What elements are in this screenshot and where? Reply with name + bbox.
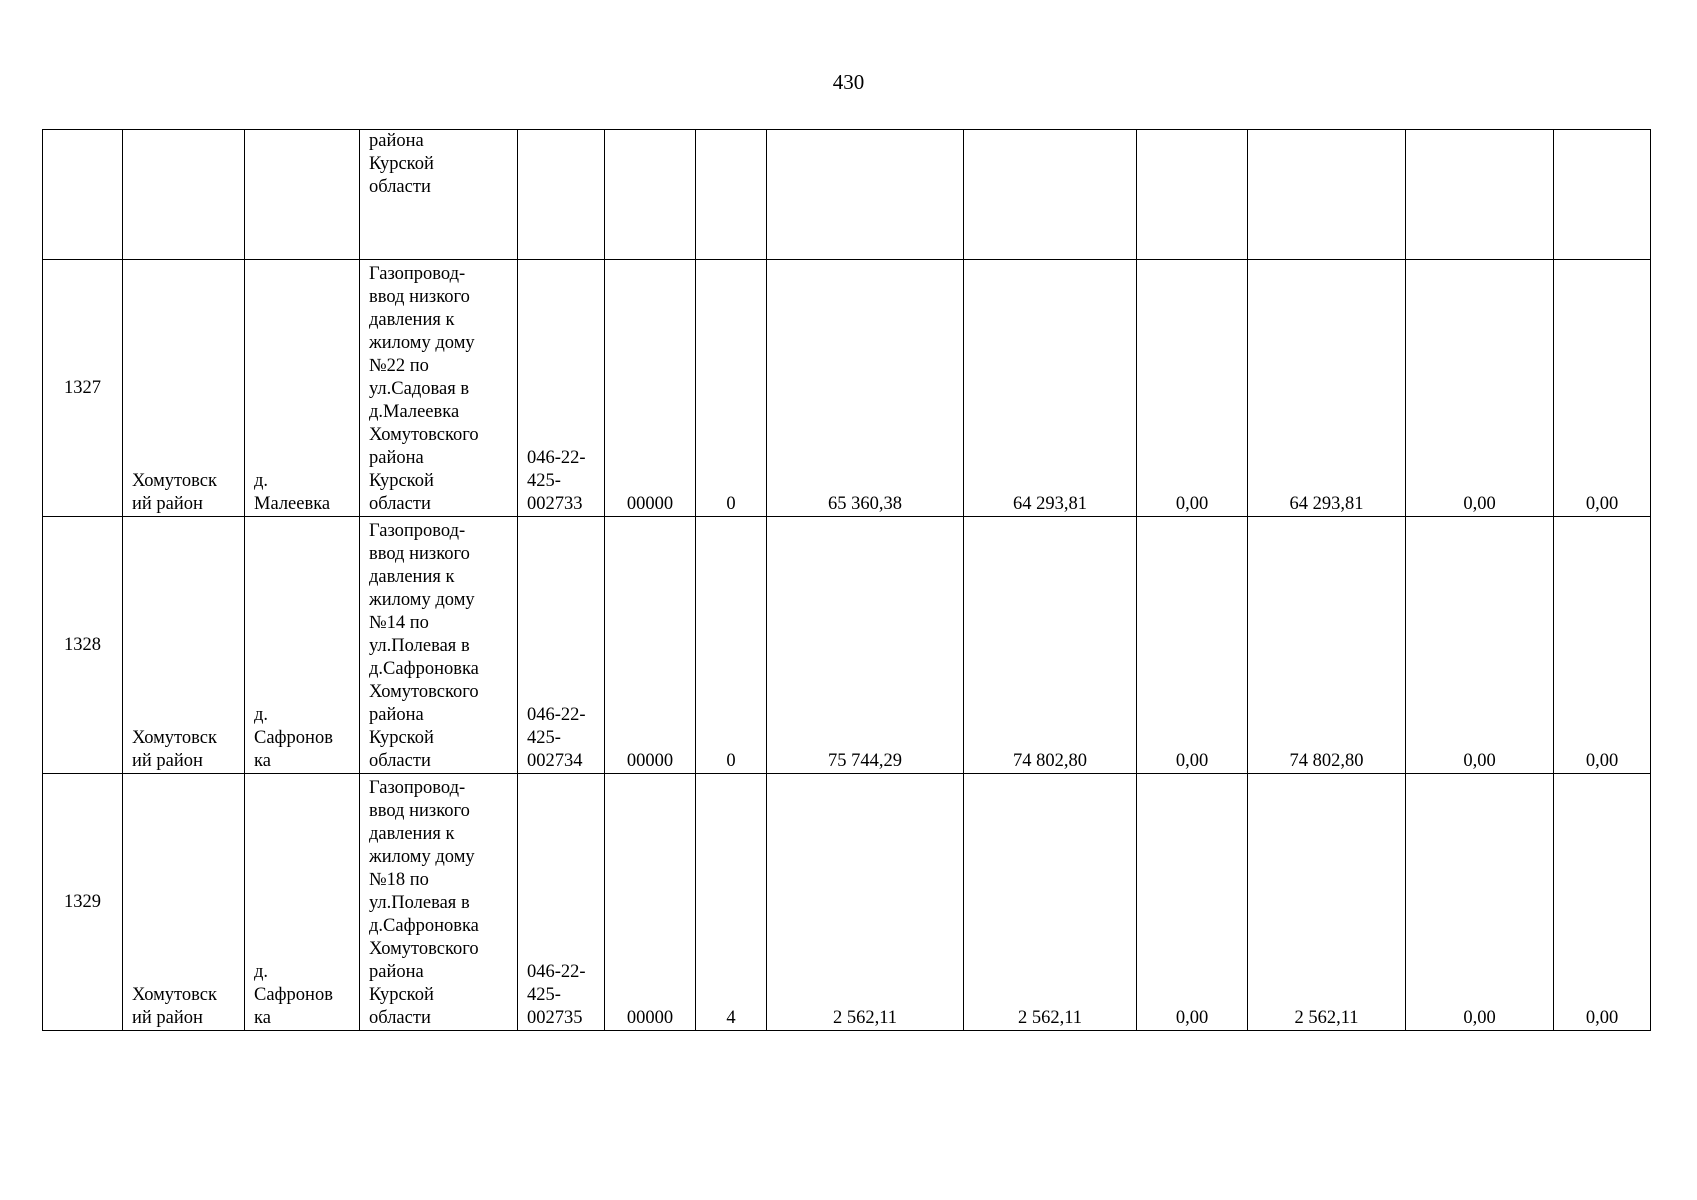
settlement-text: д. Малеевка	[254, 471, 331, 514]
cell-code3: 0	[696, 260, 767, 517]
reg-code-text: 046-22- 425- 002735	[527, 962, 586, 1028]
cell-v2: 74 802,80	[964, 517, 1137, 774]
cell-v3	[1137, 130, 1248, 260]
cell-v4: 74 802,80	[1248, 517, 1406, 774]
cell-v5: 0,00	[1406, 517, 1554, 774]
cell-v6: 0,00	[1554, 774, 1651, 1031]
cell-settlement	[245, 517, 360, 774]
cell-code2: 00000	[605, 774, 696, 1031]
cell-v4: 64 293,81	[1248, 260, 1406, 517]
district-text: Хомутовск ий район	[132, 728, 217, 771]
cell-settlement	[245, 260, 360, 517]
cell-code3	[696, 130, 767, 260]
cell-num: 1329	[43, 774, 123, 1031]
cell-v5: 0,00	[1406, 260, 1554, 517]
cell-v3: 0,00	[1137, 774, 1248, 1031]
description-text: района Курской области	[369, 131, 434, 197]
cell-reg-code	[518, 774, 605, 1031]
cell-settlement	[245, 130, 360, 260]
cell-v4	[1248, 130, 1406, 260]
cell-v6	[1554, 130, 1651, 260]
cell-code3: 4	[696, 774, 767, 1031]
cell-v5	[1406, 130, 1554, 260]
cell-v1	[767, 130, 964, 260]
cell-code3: 0	[696, 517, 767, 774]
cell-v1: 2 562,11	[767, 774, 964, 1031]
cell-v2: 2 562,11	[964, 774, 1137, 1031]
district-text: Хомутовск ий район	[132, 985, 217, 1028]
reg-code-text: 046-22- 425- 002733	[527, 448, 586, 514]
cell-v3: 0,00	[1137, 260, 1248, 517]
description-text: Газопровод- ввод низкого давления к жилому дому №18 по ул.Полевая в д.Сафроновка Хомутовского района Курской области	[369, 778, 479, 1028]
table-row	[43, 260, 1651, 517]
cell-district	[123, 774, 245, 1031]
description-text: Газопровод- ввод низкого давления к жилому дому №22 по ул.Садовая в д.Малеевка Хомутовского района Курской области	[369, 264, 479, 514]
cell-v1: 75 744,29	[767, 517, 964, 774]
cell-num	[43, 130, 123, 260]
table-row	[43, 774, 1651, 1031]
settlement-text: д. Сафронов ка	[254, 962, 333, 1028]
cell-v2	[964, 130, 1137, 260]
cell-v4: 2 562,11	[1248, 774, 1406, 1031]
cell-code2: 00000	[605, 517, 696, 774]
cell-settlement	[245, 774, 360, 1031]
cell-v6: 0,00	[1554, 260, 1651, 517]
cell-v6: 0,00	[1554, 517, 1651, 774]
cell-district	[123, 130, 245, 260]
description-text: Газопровод- ввод низкого давления к жилому дому №14 по ул.Полевая в д.Сафроновка Хомутовского района Курской области	[369, 521, 479, 771]
table-row-continuation	[43, 130, 1651, 260]
cell-code2	[605, 130, 696, 260]
cell-num: 1328	[43, 517, 123, 774]
cell-description	[360, 260, 518, 517]
registry-table	[42, 129, 1651, 1031]
cell-reg-code	[518, 260, 605, 517]
cell-v3: 0,00	[1137, 517, 1248, 774]
page-number: 430	[832, 70, 865, 94]
cell-district	[123, 260, 245, 517]
cell-district	[123, 517, 245, 774]
cell-description	[360, 517, 518, 774]
cell-v1: 65 360,38	[767, 260, 964, 517]
cell-num: 1327	[43, 260, 123, 517]
cell-reg-code	[518, 130, 605, 260]
cell-reg-code	[518, 517, 605, 774]
reg-code-text: 046-22- 425- 002734	[527, 705, 586, 771]
cell-v2: 64 293,81	[964, 260, 1137, 517]
cell-description	[360, 130, 518, 260]
cell-v5: 0,00	[1406, 774, 1554, 1031]
table-row	[43, 517, 1651, 774]
district-text: Хомутовск ий район	[132, 471, 217, 514]
settlement-text: д. Сафронов ка	[254, 705, 333, 771]
cell-code2: 00000	[605, 260, 696, 517]
cell-description	[360, 774, 518, 1031]
